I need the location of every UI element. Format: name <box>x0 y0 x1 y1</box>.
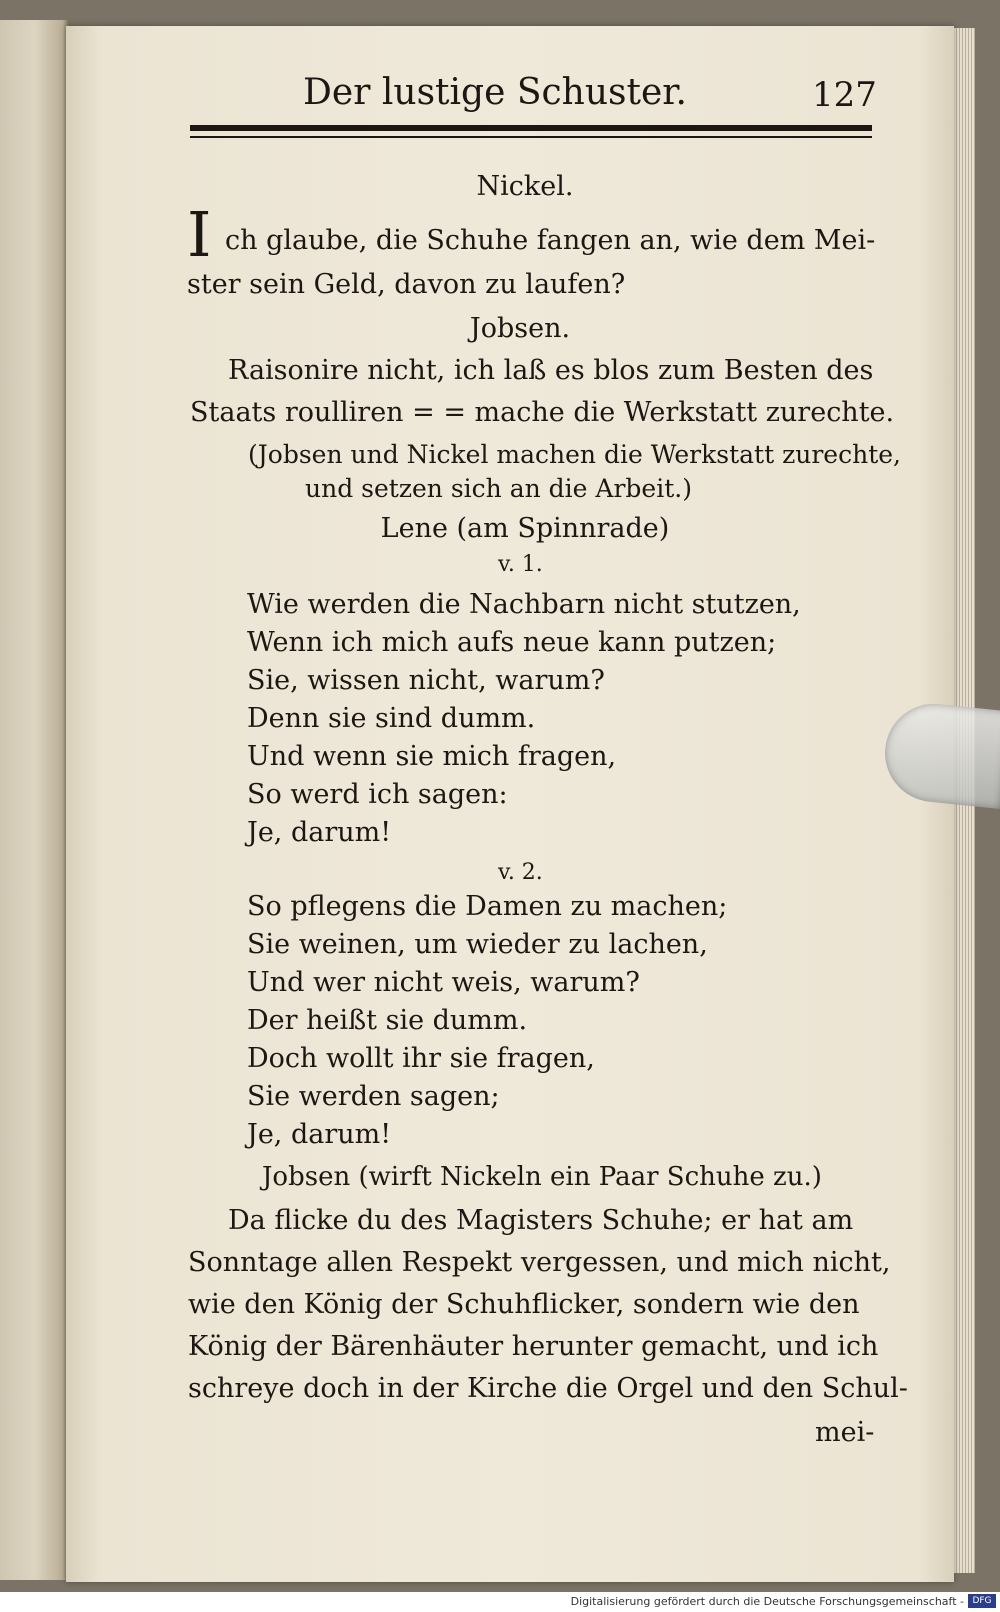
verse-line: Je, darum! <box>247 817 392 848</box>
drop-initial: I <box>187 198 212 271</box>
funding-credit: Digitalisierung gefördert durch die Deutsche Forschungsgemeinschaft - <box>570 1595 964 1608</box>
verse-line: Sie weinen, um wieder zu lachen, <box>247 929 708 960</box>
facing-page-edge <box>0 20 70 1580</box>
verse-line: Wie werden die Nachbarn nicht stutzen, <box>247 589 801 620</box>
prose-line: schreye doch in der Kirche die Orgel und den Schul- <box>188 1373 908 1404</box>
text-line: Staats roulliren = = mache die Werkstatt zurechte. <box>190 397 895 428</box>
verse-line: Sie werden sagen; <box>247 1081 500 1112</box>
header-rule-thin <box>190 136 872 138</box>
prose-line: Sonntage allen Respekt vergessen, und mich nicht, <box>188 1247 891 1278</box>
page-number: 127 <box>812 75 877 115</box>
text-line: ster sein Geld, davon zu laufen? <box>187 269 626 300</box>
dfg-logo: DFG <box>968 1594 996 1608</box>
prose-line: wie den König der Schuhflicker, sondern wie den <box>188 1289 860 1320</box>
verse-line: Und wer nicht weis, warum? <box>247 967 640 998</box>
speaker-lene: Lene (am Spinnrade) <box>380 513 670 544</box>
stage-direction: (Jobsen und Nickel machen die Werkstatt zurechte, <box>248 440 901 469</box>
stage-direction: Jobsen (wirft Nickeln ein Paar Schuhe zu.) <box>262 1162 822 1192</box>
verse-line: Sie, wissen nicht, warum? <box>247 665 605 696</box>
verse-line: Denn sie sind dumm. <box>247 703 536 734</box>
verse-line: Wenn ich mich aufs neue kann putzen; <box>247 627 777 658</box>
running-title: Der lustige Schuster. <box>303 72 687 113</box>
verse-line: Je, darum! <box>247 1119 392 1150</box>
text-line: ch glaube, die Schuhe fangen an, wie dem Mei- <box>225 225 876 256</box>
header-rule-thick <box>190 125 872 131</box>
speaker-nickel: Nickel. <box>476 171 574 202</box>
verse-label: v. 2. <box>498 860 543 885</box>
stage-direction: und setzen sich an die Arbeit.) <box>305 474 692 503</box>
prose-line: König der Bärenhäuter herunter gemacht, und ich <box>188 1331 879 1362</box>
verse-line: So pflegens die Damen zu machen; <box>247 891 728 922</box>
text-line: Raisonire nicht, ich laß es blos zum Besten des <box>228 355 874 386</box>
speaker-jobsen: Jobsen. <box>469 313 571 344</box>
verse-line: Der heißt sie dumm. <box>247 1005 528 1036</box>
verse-label: v. 1. <box>498 552 543 577</box>
verse-line: So werd ich sagen: <box>247 779 508 810</box>
verse-line: Doch wollt ihr sie fragen, <box>247 1043 595 1074</box>
prose-line: Da flicke du des Magisters Schuhe; er hat am <box>228 1205 854 1236</box>
verse-line: Und wenn sie mich fragen, <box>247 741 617 772</box>
catchword: mei- <box>815 1417 875 1448</box>
